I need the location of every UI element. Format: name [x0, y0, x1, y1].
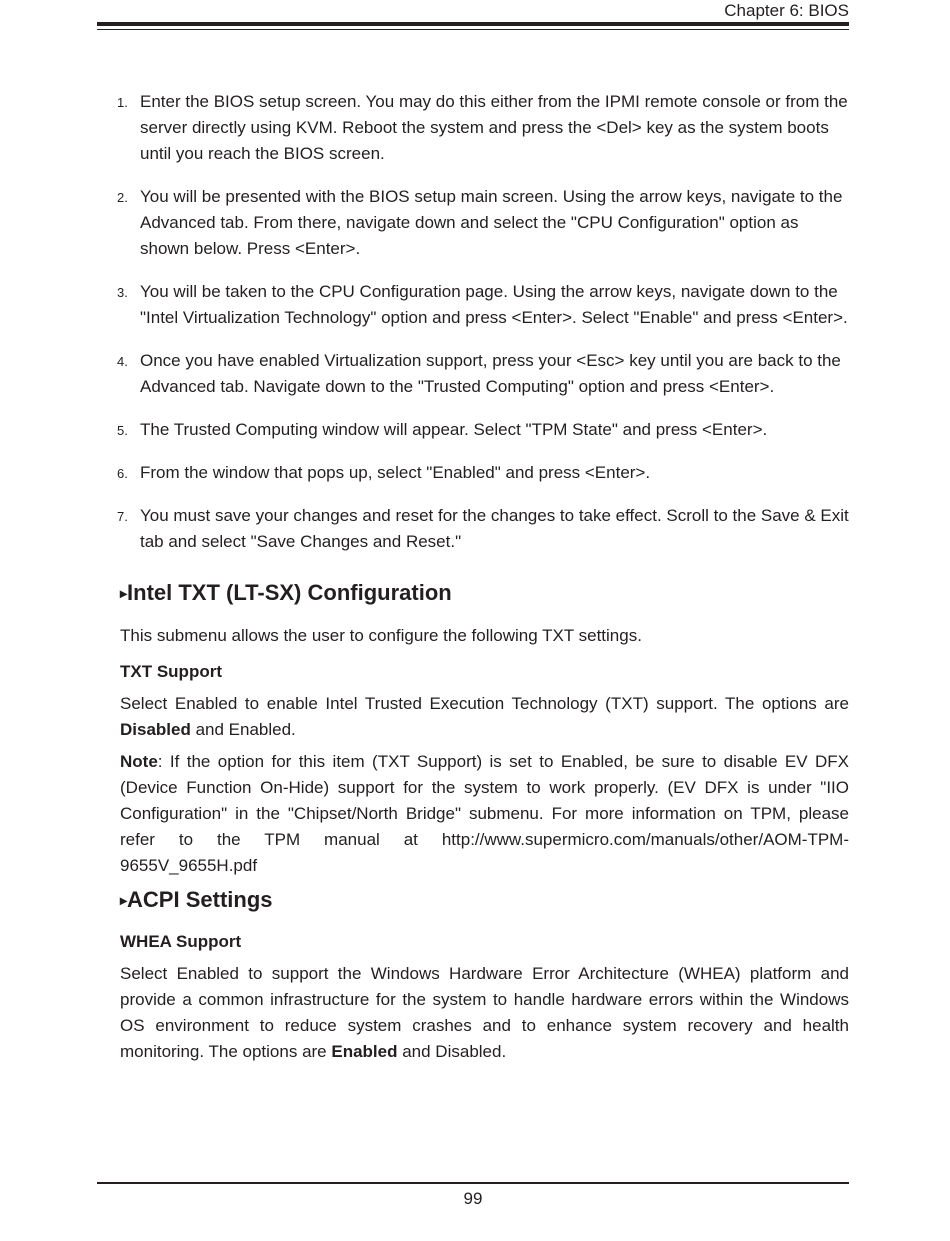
- txt-intro: This submenu allows the user to configure the following TXT settings.: [120, 626, 642, 645]
- txt-support-text-end: and Enabled.: [190, 720, 296, 739]
- note-label: Note: [120, 752, 158, 771]
- step-text: From the window that pops up, select "Enabled" and press <Enter>.: [140, 463, 651, 482]
- step-text: You will be presented with the BIOS setup main screen. Using the arrow keys, navigate to the Advanced tab. From there, navigate down and select the "CPU Configuration" option as shown below. Press <Enter>.: [140, 187, 843, 258]
- step-number: 3.: [117, 285, 128, 300]
- txt-support-title: TXT Support: [120, 662, 222, 681]
- step-text: You must save your changes and reset for the changes to take effect. Scroll to the Save & Exit tab and select "Save Changes and Reset.": [140, 506, 849, 551]
- footer-rule: [97, 1182, 849, 1184]
- submenu-arrow-icon: ▸: [120, 585, 128, 601]
- step-text: Enter the BIOS setup screen. You may do this either from the IPMI remote console or from the server directly using KVM. Reboot the system and press the <Del> key as the system boots until you reach the BIOS screen.: [140, 92, 848, 163]
- page-content: [117, 89, 849, 1065]
- txt-section-heading: [120, 578, 849, 608]
- step-number: 5.: [117, 423, 128, 438]
- txt-heading-text: Intel TXT (LT-SX) Configuration: [127, 580, 452, 605]
- list-item: [117, 89, 849, 167]
- page-number: 99: [463, 1189, 483, 1208]
- acpi-heading-text: ACPI Settings: [127, 887, 273, 912]
- step-text: Once you have enabled Virtualization support, press your <Esc> key until you are back to the Advanced tab. Navigate down to the "Trusted Computing" option and press <Enter>.: [140, 351, 841, 396]
- step-text: You will be taken to the CPU Configuration page. Using the arrow keys, navigate down to the "Intel Virtualization Technology" option and press <Enter>. Select "Enable" and press <Enter>.: [140, 282, 848, 327]
- list-item: [117, 348, 849, 400]
- step-text: The Trusted Computing window will appear. Select "TPM State" and press <Enter>.: [140, 420, 768, 439]
- step-number: 1.: [117, 95, 128, 110]
- whea-support-title: WHEA Support: [120, 932, 242, 951]
- note-text: : If the option for this item (TXT Support) is set to Enabled, be sure to disable EV DFX (Device Function On-Hide) support for the system to work properly. (EV DFX is under "IIO Configuration" in the "Chipset/North Bridge" submenu. For more information on TPM, please refer to the TPM manual at http://www.supermicro.com/manuals/other/AOM-TPM-9655V_9655H.pdf: [120, 752, 849, 875]
- header-rule-thin: [97, 29, 849, 30]
- whea-support-description: [120, 961, 849, 1065]
- submenu-arrow-icon: ▸: [120, 892, 128, 908]
- steps-list: [117, 89, 849, 555]
- step-number: 7.: [117, 509, 128, 524]
- txt-support-text: Select Enabled to enable Intel Trusted Execution Technology (TXT) support. The options are: [120, 694, 849, 713]
- list-item: [117, 460, 849, 486]
- acpi-section-heading: [120, 885, 849, 915]
- chapter-title: Chapter 6: BIOS: [724, 1, 849, 20]
- step-number: 2.: [117, 190, 128, 205]
- header-rule: [97, 22, 849, 26]
- list-item: [117, 184, 849, 262]
- txt-support-description: [120, 691, 849, 743]
- list-item: [117, 503, 849, 555]
- whea-support-text-end: and Disabled.: [397, 1042, 507, 1061]
- list-item: [117, 417, 849, 443]
- txt-support-default: Disabled: [120, 720, 191, 739]
- step-number: 4.: [117, 354, 128, 369]
- step-number: 6.: [117, 466, 128, 481]
- whea-support-text: Select Enabled to support the Windows Hardware Error Architecture (WHEA) platform and provide a common infrastructure for the system to handle hardware errors within the Windows OS environment to reduce system crashes and to enhance system recovery and health monitoring. The options are: [120, 964, 849, 1061]
- whea-support-default: Enabled: [331, 1042, 398, 1061]
- list-item: [117, 279, 849, 331]
- txt-note: [120, 749, 849, 879]
